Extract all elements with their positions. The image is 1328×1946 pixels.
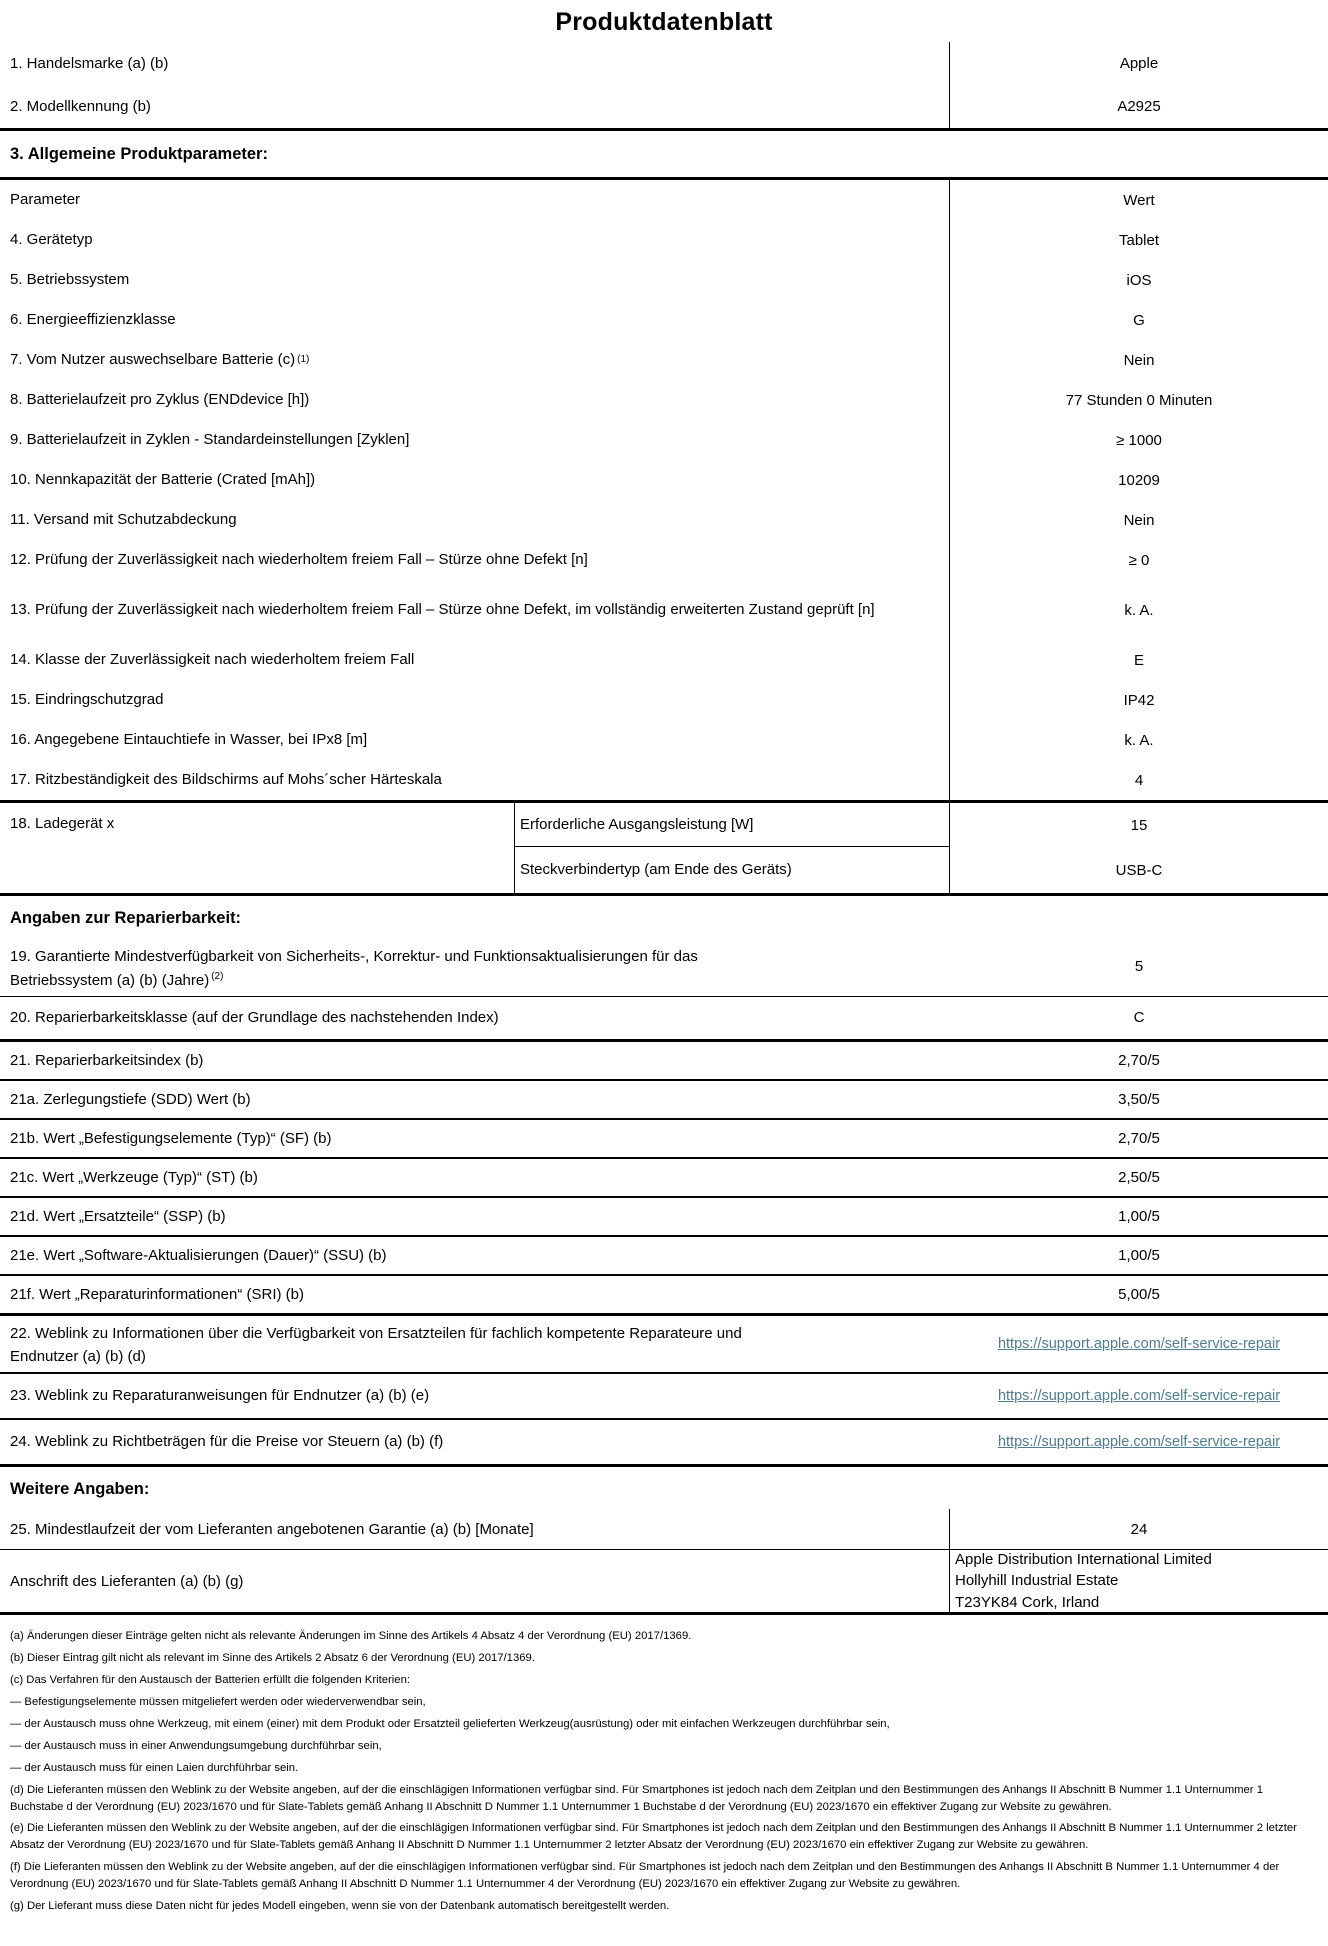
row-value: 10209 bbox=[1118, 471, 1160, 489]
row-value: Nein bbox=[1123, 351, 1155, 369]
row-label: 5. Betriebssystem bbox=[0, 260, 950, 300]
row-value: 2,50/5 bbox=[1118, 1168, 1160, 1186]
subrow-label: Steckverbindertyp (am Ende des Geräts) bbox=[520, 860, 792, 878]
subrow-label: Erforderliche Ausgangsleistung [W] bbox=[515, 803, 949, 847]
row-label: 6. Energieeffizienzklasse bbox=[0, 300, 950, 340]
row-value: 4 bbox=[1134, 771, 1144, 789]
table-row bbox=[0, 85, 1328, 128]
row-value: 3,50/5 bbox=[1118, 1090, 1160, 1108]
self-service-repair-link[interactable]: https://support.apple.com/self-service-repair bbox=[997, 1335, 1281, 1352]
table-row bbox=[0, 1198, 1328, 1237]
row-label bbox=[0, 1316, 950, 1373]
table-row bbox=[0, 997, 1328, 1042]
table-row bbox=[0, 300, 1328, 340]
address-line: Apple Distribution International Limited bbox=[955, 1551, 1212, 1569]
row-value: 2,70/5 bbox=[1118, 1051, 1160, 1069]
table-row bbox=[0, 1042, 1328, 1081]
row-label: 13. Prüfung der Zuverlässigkeit nach wiederholtem freiem Fall – Stürze ohne Defekt, im vollständig erweiterten Zustand geprüft [n] bbox=[0, 580, 950, 640]
row-label: 2. Modellkennung (b) bbox=[0, 85, 950, 128]
row-label: 24. Weblink zu Richtbeträgen für die Preise vor Steuern (a) (b) (f) bbox=[10, 1433, 444, 1451]
footnote: (e) Die Lieferanten müssen den Weblink zu der Website angeben, auf der die einschlägigen Informationen verfügbar sind. Für Smartphones ist jedoch nach dem Zeitplan und den Bestimmungen des Anhangs II Abschnitt B Nummer 1.1 Unternummer 2 letzter Absatz der Verordnung (EU) 2023/1670 und für Slate-Tablets gemäß Anhang II Abschnitt D Nummer 1.1 Unternummer 2 letzter Absatz der Verordnung (EU) 2023/1670 ein effektiver Zugang zur Website zu gewähren. bbox=[10, 1822, 1297, 1852]
row-label-text: 7. Vom Nutzer auswechselbare Batterie (c) bbox=[10, 350, 296, 368]
supplier-address-row bbox=[0, 1550, 1328, 1615]
row-label: 9. Batterielaufzeit in Zyklen - Standardeinstellungen [Zyklen] bbox=[0, 420, 950, 460]
page-title: Produktdatenblatt bbox=[555, 8, 773, 36]
table-row bbox=[0, 42, 1328, 85]
row-value: 2,70/5 bbox=[1118, 1129, 1160, 1147]
charger-subrow-values bbox=[950, 803, 1328, 893]
table-row bbox=[0, 1316, 1328, 1375]
row-label: 1. Handelsmarke (a) (b) bbox=[0, 42, 950, 85]
row-label-line1: 22. Weblink zu Informationen über die Verfügbarkeit von Ersatzteilen für fachlich kompetente Reparateure und bbox=[10, 1324, 742, 1342]
row-label-line1: 19. Garantierte Mindestverfügbarkeit von Sicherheits-, Korrektur- und Funktionsaktualisierungen für das bbox=[10, 947, 698, 965]
row-label: Anschrift des Lieferanten (a) (b) (g) bbox=[0, 1550, 950, 1612]
row-value: A2925 bbox=[1117, 98, 1161, 115]
table-row bbox=[0, 680, 1328, 720]
row-label bbox=[0, 938, 950, 996]
table-row bbox=[0, 760, 1328, 800]
footnote: (d) Die Lieferanten müssen den Weblink zu der Website angeben, auf der die einschlägigen Informationen verfügbar sind. Für Smartphones ist jedoch nach dem Zeitplan und den Bestimmungen des Anhangs II Abschnitt B Nummer 1.1 Unternummer 1 Buchstabe d der Verordnung (EU) 2023/1670 und für Slate-Tablets gemäß Anhang II Abschnitt D Nummer 1.1 Unternummer 1 Buchstabe d der Verordnung (EU) 2023/1670 ein effektiver Zugang zur Website zu gewähren. bbox=[10, 1783, 1263, 1813]
row-value: G bbox=[1133, 311, 1145, 329]
row-value: 1,00/5 bbox=[1118, 1207, 1160, 1225]
row-value: 77 Stunden 0 Minuten bbox=[1065, 391, 1213, 409]
row-label-line2: Endnutzer (a) (b) (d) bbox=[10, 1347, 146, 1365]
table-header-row bbox=[0, 180, 1328, 220]
row-label-line2: Betriebssystem (a) (b) (Jahre) bbox=[10, 971, 210, 989]
table-row bbox=[0, 1276, 1328, 1316]
table-row bbox=[0, 380, 1328, 420]
row-label: 20. Reparierbarkeitsklasse (auf der Grundlage des nachstehenden Index) bbox=[10, 1009, 499, 1026]
table-row bbox=[0, 1509, 1328, 1550]
row-value: 5,00/5 bbox=[1118, 1285, 1160, 1303]
table-row bbox=[0, 580, 1328, 640]
row-label: 8. Batterielaufzeit pro Zyklus (ENDdevice [h]) bbox=[0, 380, 950, 420]
row-value: iOS bbox=[1126, 271, 1152, 289]
footnote: — der Austausch muss ohne Werkzeug, mit einem (einer) mit dem Produkt oder Ersatzteil gelieferten Werkzeug(ausrüstung) oder mit einfachen Werkzeugen durchführbar sein, bbox=[10, 1717, 890, 1730]
identity-table bbox=[0, 42, 1328, 131]
row-value: E bbox=[1133, 651, 1144, 669]
row-label: 21a. Zerlegungstiefe (SDD) Wert (b) bbox=[10, 1090, 251, 1108]
address-line: T23YK84 Cork, Irland bbox=[955, 1593, 1100, 1611]
row-value: ≥ 1000 bbox=[1116, 431, 1162, 449]
footnote: — Befestigungselemente müssen mitgeliefert werden oder wiederverwendbar sein, bbox=[10, 1695, 426, 1708]
self-service-repair-link[interactable]: https://support.apple.com/self-service-repair bbox=[997, 1388, 1281, 1404]
table-row bbox=[0, 500, 1328, 540]
row-label: 12. Prüfung der Zuverlässigkeit nach wiederholtem freiem Fall – Stürze ohne Defekt [n] bbox=[0, 540, 950, 580]
row-label: 25. Mindestlaufzeit der vom Lieferanten angebotenen Garantie (a) (b) [Monate] bbox=[0, 1509, 950, 1549]
row-value: 5 bbox=[1134, 958, 1144, 975]
row-value: C bbox=[1133, 1009, 1145, 1026]
row-value bbox=[950, 1316, 1328, 1373]
footnote-marker: (2) bbox=[211, 970, 224, 982]
table-row bbox=[0, 640, 1328, 680]
table-row bbox=[0, 540, 1328, 580]
row-label: 10. Nennkapazität der Batterie (Crated [mAh]) bbox=[0, 460, 950, 500]
general-parameters-table bbox=[0, 180, 1328, 803]
table-row bbox=[0, 1374, 1328, 1420]
footnote: (g) Der Lieferant muss diese Daten nicht für jedes Modell eingeben, wenn sie von der Datenbank automatisch bereitgestellt werden. bbox=[10, 1900, 670, 1913]
row-label: 21e. Wert „Software-Aktualisierungen (Dauer)“ (SSU) (b) bbox=[10, 1246, 387, 1264]
row-value: Apple bbox=[1119, 55, 1159, 72]
charger-row bbox=[0, 803, 1328, 896]
column-header-wert: Wert bbox=[1123, 191, 1155, 209]
address-line: Hollyhill Industrial Estate bbox=[955, 1572, 1119, 1590]
charger-subrow-labels bbox=[515, 803, 950, 893]
table-row bbox=[0, 340, 1328, 380]
row-label: 21c. Wert „Werkzeuge (Typ)“ (ST) (b) bbox=[10, 1168, 258, 1186]
row-label: 21f. Wert „Reparaturinformationen“ (SRI) (b) bbox=[10, 1285, 304, 1303]
row-value: IP42 bbox=[1123, 691, 1155, 709]
row-value: Tablet bbox=[1118, 231, 1160, 249]
footnote: (a) Änderungen dieser Einträge gelten nicht als relevante Änderungen im Sinne des Artikels 4 Absatz 4 der Verordnung (EU) 2017/1369. bbox=[10, 1630, 692, 1642]
row-value: Nein bbox=[1123, 511, 1155, 529]
row-value: k. A. bbox=[1124, 731, 1154, 749]
table-row bbox=[0, 260, 1328, 300]
section-heading-repairability: Angaben zur Reparierbarkeit: bbox=[10, 908, 242, 927]
row-value bbox=[950, 1420, 1328, 1464]
row-label: 21. Reparierbarkeitsindex (b) bbox=[10, 1051, 204, 1069]
row-label: 21b. Wert „Befestigungselemente (Typ)“ (SF) (b) bbox=[10, 1129, 332, 1147]
table-row bbox=[0, 1120, 1328, 1159]
table-row bbox=[0, 420, 1328, 460]
footnote: — der Austausch muss in einer Anwendungsumgebung durchführbar sein, bbox=[10, 1739, 382, 1752]
row-label: 14. Klasse der Zuverlässigkeit nach wiederholtem freiem Fall bbox=[0, 640, 950, 680]
table-row bbox=[0, 720, 1328, 760]
row-label: 21d. Wert „Ersatzteile“ (SSP) (b) bbox=[10, 1207, 226, 1225]
row-label: 15. Eindringschutzgrad bbox=[0, 680, 950, 720]
footnote: (c) Das Verfahren für den Austausch der Batterien erfüllt die folgenden Kriterien: bbox=[10, 1673, 411, 1686]
row-label: 7. Vom Nutzer auswechselbare Batterie (c) (1) bbox=[0, 340, 950, 380]
supplier-address bbox=[950, 1550, 1328, 1612]
row-label: 23. Weblink zu Reparaturanweisungen für Endnutzer (a) (b) (e) bbox=[10, 1387, 430, 1405]
self-service-repair-link[interactable]: https://support.apple.com/self-service-repair bbox=[997, 1434, 1281, 1450]
table-row bbox=[0, 460, 1328, 500]
address-lines bbox=[955, 1549, 1212, 1613]
table-row bbox=[0, 220, 1328, 260]
table-row bbox=[0, 938, 1328, 997]
footnote: (f) Die Lieferanten müssen den Weblink zu der Website angeben, auf der die einschlägigen Informationen verfügbar sind. Für Smartphones ist jedoch nach dem Zeitplan und den Bestimmungen des Anhangs II Abschnitt B Nummer 1.1 Unternummer 4 der Verordnung (EU) 2023/1670 und für Slate-Tablets gemäß Anhang II Abschnitt D Nummer 1.1 Unternummer 4 der Verordnung (EU) 2023/1670 ein effektiver Zugang zur Website zu gewähren. bbox=[10, 1861, 1280, 1891]
row-label: 17. Ritzbeständigkeit des Bildschirms auf Mohs´scher Härteskala bbox=[0, 760, 950, 800]
row-value: 24 bbox=[1130, 1520, 1148, 1538]
row-value: k. A. bbox=[1124, 601, 1154, 619]
subrow-value: USB-C bbox=[1115, 862, 1163, 879]
row-value: ≥ 0 bbox=[1128, 551, 1150, 569]
row-label: 4. Gerätetyp bbox=[0, 220, 950, 260]
row-value bbox=[950, 1374, 1328, 1418]
subrow-value: 15 bbox=[1130, 816, 1148, 834]
row-value: 1,00/5 bbox=[1118, 1246, 1160, 1264]
row-label: 11. Versand mit Schutzabdeckung bbox=[0, 500, 950, 540]
table-row bbox=[0, 1237, 1328, 1276]
column-header-parameter: Parameter bbox=[0, 180, 950, 220]
footnote: (b) Dieser Eintrag gilt nicht als relevant im Sinne des Artikels 2 Absatz 6 der Verordnung (EU) 2017/1369. bbox=[10, 1651, 535, 1664]
section-heading-general: 3. Allgemeine Produktparameter: bbox=[0, 131, 1328, 180]
charger-label: 18. Ladegerät x bbox=[0, 803, 515, 893]
footnotes bbox=[0, 1615, 1328, 1915]
row-label: 16. Angegebene Eintauchtiefe in Wasser, bei IPx8 [m] bbox=[0, 720, 950, 760]
section-heading-more: Weitere Angaben: bbox=[10, 1480, 150, 1498]
footnote: — der Austausch muss für einen Laien durchführbar sein. bbox=[10, 1761, 299, 1774]
table-row bbox=[0, 1420, 1328, 1467]
table-row bbox=[0, 1159, 1328, 1198]
table-row bbox=[0, 1081, 1328, 1120]
